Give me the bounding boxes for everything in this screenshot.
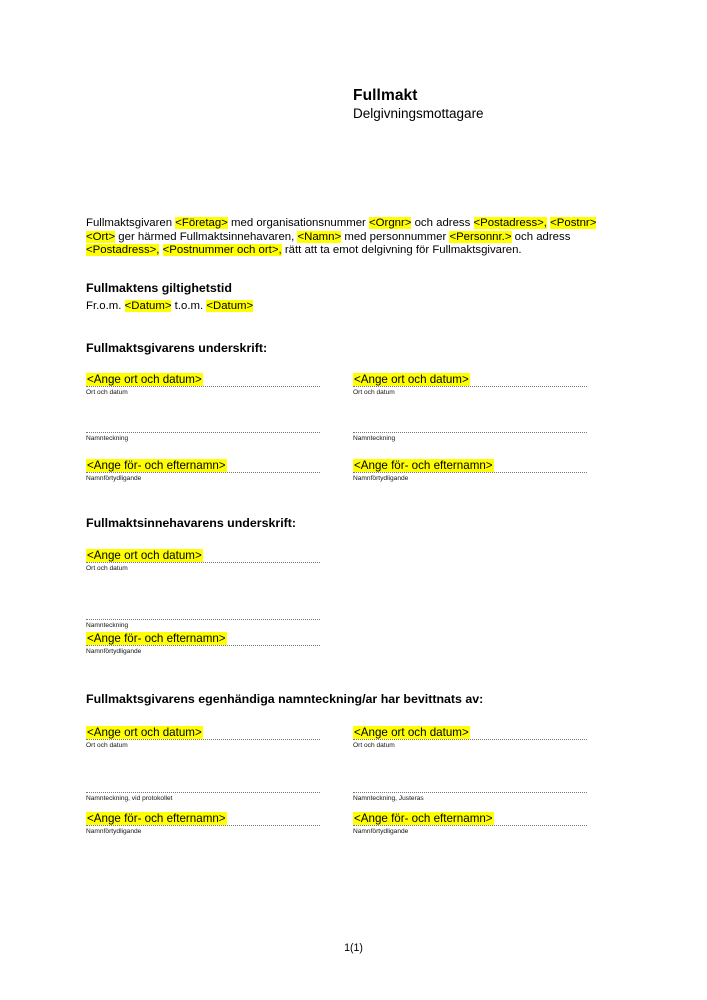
field-postadress[interactable]: <Postadress>, — [473, 217, 547, 230]
witness-signature-caption-left: Namnteckning, vid protokollet — [86, 795, 173, 802]
holder-date-value[interactable]: <Ange ort och datum> — [87, 549, 202, 562]
witness-signature-caption-right: Namnteckning, Justeras — [353, 795, 424, 802]
grantor-signature-caption-left: Namnteckning — [86, 435, 129, 442]
grantor-name-value-right[interactable]: <Ange för- och efternamn> — [354, 459, 493, 472]
validity-heading: Fullmaktens giltighetstid — [86, 281, 232, 295]
holder-signature-field — [86, 619, 320, 630]
witness-name-caption-left: Namnförtydligande — [86, 828, 142, 835]
page-title: Fullmakt — [353, 87, 418, 104]
grantor-name-field-right — [353, 459, 587, 483]
validity-line — [86, 299, 253, 313]
field-personnr[interactable]: <Personnr.> — [449, 230, 512, 243]
grantor-date-value-right[interactable]: <Ange ort och datum> — [354, 373, 469, 386]
grantor-name-caption-right: Namnförtydligande — [353, 475, 409, 482]
intro-text-1: Fullmaktsgivaren — [86, 217, 176, 230]
page-number-footer: 1(1) — [344, 942, 363, 954]
witness-signature-field-right — [353, 792, 587, 803]
intro-text-7: med personnummer — [341, 230, 450, 243]
grantor-date-caption-left: Ort och datum — [86, 389, 128, 396]
field-orgnr[interactable]: <Orgnr> — [369, 217, 412, 230]
grantor-name-field-left — [86, 459, 320, 483]
field-postadress-2[interactable]: <Postadress>, — [86, 244, 160, 257]
intro-text-3: och adress — [411, 217, 474, 230]
holder-signature-caption: Namnteckning — [86, 622, 129, 629]
witness-date-caption-right: Ort och datum — [353, 742, 395, 749]
field-foretag[interactable]: <Företag> — [175, 217, 228, 230]
section-heading-grantor: Fullmaktsgivarens underskrift: — [86, 341, 268, 355]
holder-date-caption: Ort och datum — [86, 565, 128, 572]
title-block — [353, 86, 653, 122]
field-ort[interactable]: <Ort> — [86, 230, 116, 243]
intro-text-10: rätt att ta emot delgivning för Fullmaktsgivaren. — [281, 244, 522, 257]
witness-date-value-right[interactable]: <Ange ort och datum> — [354, 726, 469, 739]
witness-date-field-left — [86, 726, 320, 750]
witness-name-caption-right: Namnförtydligande — [353, 828, 409, 835]
witness-name-value-left[interactable]: <Ange för- och efternamn> — [87, 812, 226, 825]
grantor-date-field-right — [353, 373, 587, 397]
holder-name-value[interactable]: <Ange för- och efternamn> — [87, 632, 226, 645]
holder-name-field — [86, 632, 320, 656]
section-heading-holder: Fullmaktsinnehavarens underskrift: — [86, 516, 297, 530]
witness-date-field-right — [353, 726, 587, 750]
grantor-date-caption-right: Ort och datum — [353, 389, 395, 396]
intro-text-6: ger härmed Fullmaktsinnehavaren, — [115, 230, 298, 243]
page-subtitle: Delgivningsmottagare — [353, 106, 484, 121]
intro-text-2: med organisationsnummer — [227, 217, 370, 230]
validity-from-label: Fr.o.m. — [86, 300, 122, 312]
validity-to-value[interactable]: <Datum> — [206, 300, 254, 312]
section-heading-witness: Fullmaktsgivarens egenhändiga namnteckning/ar har bevittnats av: — [86, 692, 484, 706]
grantor-signature-caption-right: Namnteckning — [353, 435, 396, 442]
witness-name-field-right — [353, 812, 587, 836]
grantor-date-value-left[interactable]: <Ange ort och datum> — [87, 373, 202, 386]
field-namn[interactable]: <Namn> — [297, 230, 342, 243]
field-postnummer-och-ort[interactable]: <Postnummer och ort>, — [162, 244, 282, 257]
witness-signature-field-left — [86, 792, 320, 803]
holder-date-field — [86, 549, 320, 573]
grantor-date-field-left — [86, 373, 320, 397]
validity-from-value[interactable]: <Datum> — [124, 300, 172, 312]
witness-date-value-left[interactable]: <Ange ort och datum> — [87, 726, 202, 739]
validity-to-label: t.o.m. — [174, 300, 204, 312]
grantor-name-caption-left: Namnförtydligande — [86, 475, 142, 482]
witness-name-value-right[interactable]: <Ange för- och efternamn> — [354, 812, 493, 825]
grantor-name-value-left[interactable]: <Ange för- och efternamn> — [87, 459, 226, 472]
holder-name-caption: Namnförtydligande — [86, 648, 142, 655]
grantor-signature-field-right — [353, 432, 587, 443]
witness-name-field-left — [86, 812, 320, 836]
intro-paragraph — [86, 217, 620, 257]
field-postnr[interactable]: <Postnr> — [550, 217, 597, 230]
witness-date-caption-left: Ort och datum — [86, 742, 128, 749]
grantor-signature-field-left — [86, 432, 320, 443]
intro-text-8: och adress — [511, 230, 571, 243]
